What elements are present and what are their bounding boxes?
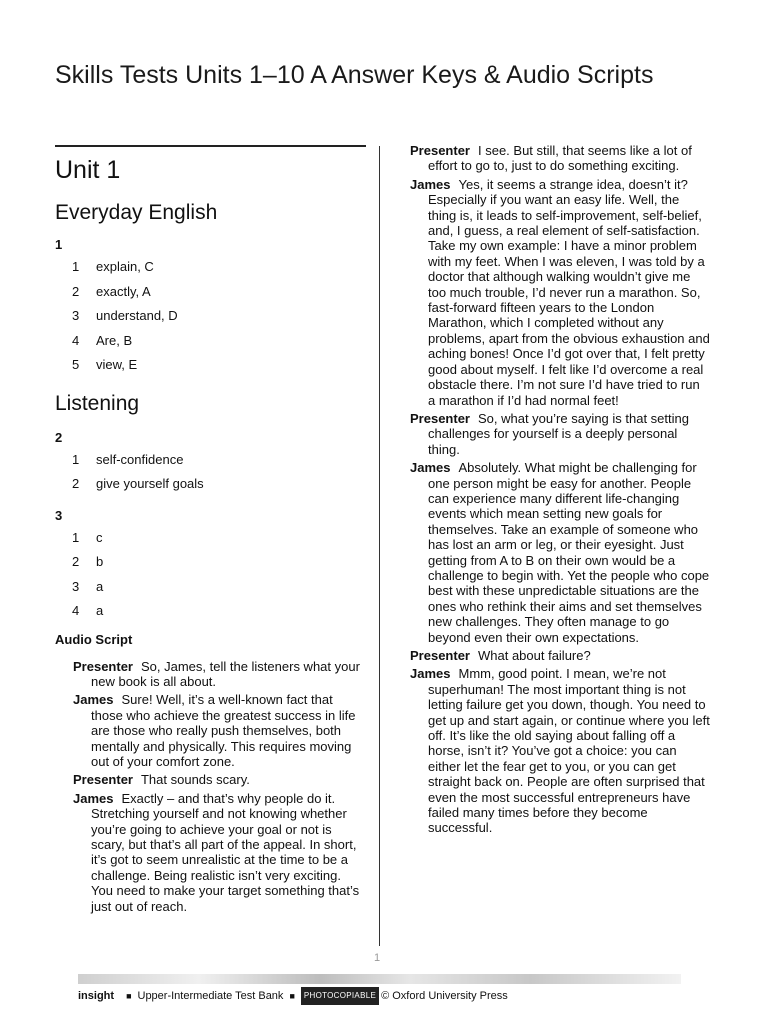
answer-number: 3 (72, 308, 80, 323)
answer-item (55, 332, 365, 357)
answer-item (55, 553, 365, 578)
audio-script-heading: Audio Script (55, 631, 133, 647)
answer-item (55, 475, 365, 500)
answer-list (55, 451, 365, 500)
script-turn (410, 648, 710, 663)
page-title: Skills Tests Units 1–10 A Answer Keys & Audio Scripts (55, 61, 654, 89)
exercise-number: 1 (55, 237, 63, 252)
everyday-english-heading: Everyday English (55, 201, 218, 224)
answer-item (55, 356, 365, 381)
speaker-name: Presenter (410, 648, 470, 663)
script-turn (73, 791, 365, 914)
script-turn (410, 666, 710, 835)
answer-item (55, 578, 365, 603)
answer-number: 1 (72, 529, 80, 545)
script-turn (410, 143, 710, 174)
answer-text: explain, C (96, 259, 154, 274)
speech-text: Sure! Well, it’s a well-known fact that those who achieve the greatest success in life are those who really push themselves, both mentally and physically. This requires moving out of your comfort zone. (91, 692, 356, 769)
square-bullet-icon: ■ (289, 991, 295, 1001)
answer-number: 5 (72, 357, 80, 372)
script-turn (73, 692, 365, 769)
answer-text: view, E (96, 357, 138, 372)
speaker-name: Presenter (73, 658, 133, 674)
exercise-number: 3 (55, 507, 63, 523)
audio-script-left (55, 659, 365, 915)
answer-item (55, 529, 365, 554)
footer-decorative-band (78, 974, 681, 984)
speaker-name: James (73, 692, 114, 708)
answer-item (55, 451, 365, 476)
speaker-name: Presenter (73, 772, 133, 788)
speaker-name: James (73, 790, 114, 806)
right-column (410, 143, 710, 839)
exercise-number: 2 (55, 429, 63, 445)
speech-text: Absolutely. What might be challenging for one person might be easy for another. People can experience many different life-changing events which mean setting new goals for themselves. Take an example of someone who has lost an arm or leg, or their eyesight. Just getting from A to B on their own would be a challenge to begin with. Yet the people who cope best with these unpredictable situations are the ones who rethink their aims and set themselves new challenges. They often manage to go beyond even their own expectations. (428, 460, 710, 645)
speaker-name: James (410, 460, 451, 476)
answer-number: 2 (72, 476, 80, 491)
answer-text: exactly, A (96, 283, 151, 299)
column-divider (379, 146, 380, 946)
script-turn (410, 411, 710, 457)
script-turn (410, 460, 710, 645)
footer-book-title: Upper-Intermediate Test Bank (137, 990, 284, 1002)
answer-text: Are, B (96, 332, 133, 348)
speech-text: Exactly – and that’s why people do it. Stretching yourself and not knowing whether you’re going to achieve your goal or not is scary, but that’s all part of the appeal. In short, it’s got to seem unrealistic at the time to be a challenge. Being realistic isn’t very exciting. You need to make your target something that’s just out of reach. (91, 790, 360, 914)
footer-copyright: © Oxford University Press (381, 990, 508, 1002)
answer-text: c (96, 529, 103, 545)
unit-title: Unit 1 (55, 156, 121, 184)
speaker-name: James (410, 176, 451, 192)
answer-list (55, 258, 365, 381)
answer-number: 1 (72, 451, 80, 467)
page-number: 1 (374, 952, 381, 964)
speaker-name: Presenter (410, 143, 470, 158)
answer-text: b (96, 554, 104, 569)
square-bullet-icon: ■ (126, 991, 132, 1001)
speech-text: Yes, it seems a strange idea, doesn’t it? Especially if you want an easy life. Well, the thing is, it leads to self-improvement, self-belief, and, I guess, a real element of self-satisfaction. Take my own example: I have a minor problem with my feet. When I was eleven, I was told by a doctor that although walking wouldn’t give me too much trouble, I’d never run a marathon. So, fast-forward fifteen years to the London Marathon, which I completed without any problems, apart from the obvious exhaustion and aching bones! Once I’d got over that, I felt pretty good about myself. I felt like I’d overcome a real obstacle there. I’m not sure I’d have tried to run a marathon if I’d had normal feet! (428, 176, 710, 408)
left-column (55, 150, 365, 917)
answer-number: 1 (72, 259, 80, 274)
speech-text: Mmm, good point. I mean, we’re not superhuman! The most important thing is not letting failure get you down, though. You need to get up and start again, or continue where you left off. It’s like the old saying about falling off a horse, isn’t it? You’ve got a choice: you can either let the fear get to you, or you can get straight back on. People are often surprised that even the most successful entrepreneurs have failed many times before they become successful. (428, 666, 710, 836)
script-turn (73, 659, 365, 690)
answer-item (55, 283, 365, 308)
speaker-name: Presenter (410, 410, 470, 426)
script-turn (73, 772, 365, 787)
speech-text: I see. But still, that seems like a lot of effort to go to, just to do something exciting. (428, 143, 692, 174)
photocopiable-badge: PHOTOCOPIABLE (301, 987, 379, 1005)
answer-item (55, 258, 365, 283)
speaker-name: James (410, 666, 451, 682)
answer-number: 2 (72, 554, 80, 569)
speech-text: That sounds scary. (140, 772, 250, 788)
answer-text: self-confidence (96, 451, 184, 467)
speech-text: So, James, tell the listeners what your new book is all about. (91, 658, 360, 689)
speech-text: So, what you’re saying is that setting challenges for yourself is a deeply personal thing. (428, 410, 689, 457)
answer-number: 4 (72, 603, 80, 618)
speech-text: What about failure? (477, 648, 591, 663)
answer-number: 4 (72, 332, 80, 348)
title-rule (55, 145, 366, 147)
answer-list (55, 529, 365, 627)
answer-number: 2 (72, 283, 80, 299)
answer-item (55, 307, 365, 332)
answer-text: understand, D (96, 308, 178, 323)
listening-heading: Listening (55, 391, 140, 415)
script-turn (410, 177, 710, 408)
answer-number: 3 (72, 578, 80, 594)
answer-item (55, 602, 365, 627)
footer (78, 987, 698, 1005)
answer-text: give yourself goals (96, 476, 204, 491)
answer-text: a (96, 603, 104, 618)
answer-text: a (96, 578, 104, 594)
footer-brand: insight (78, 990, 115, 1002)
